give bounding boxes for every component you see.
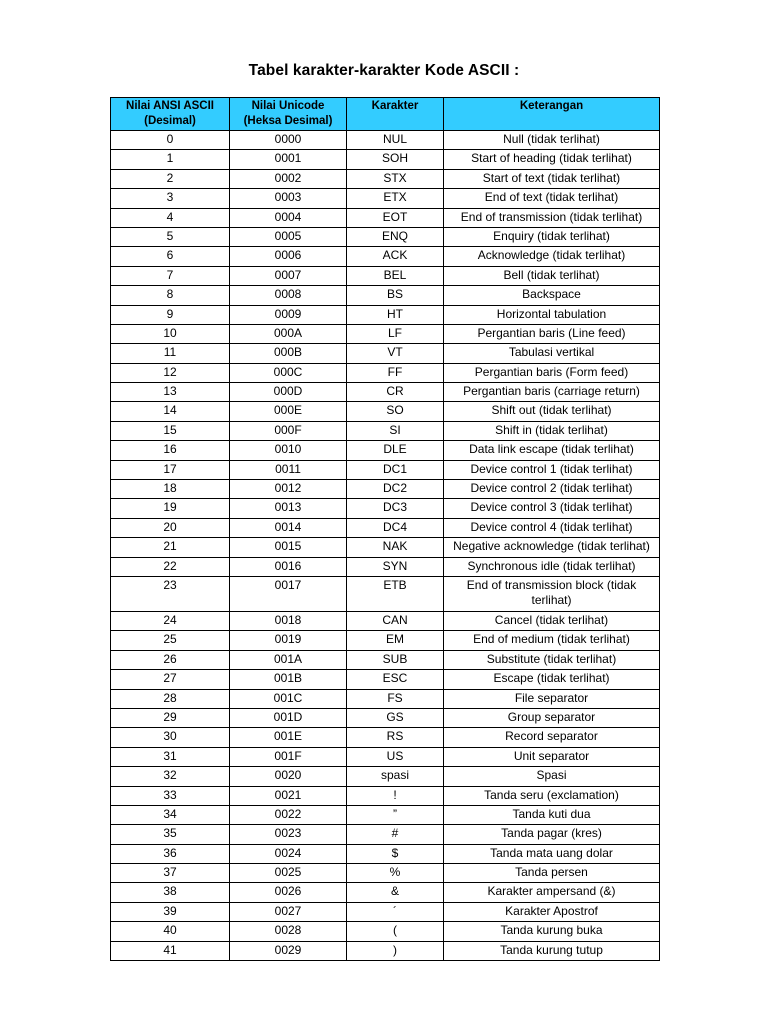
- cell-description: Device control 3 (tidak terlihat): [444, 499, 660, 518]
- cell-decimal: 30: [111, 728, 230, 747]
- table-row: [111, 864, 660, 883]
- cell-decimal: 0: [111, 131, 230, 150]
- cell-decimal: 24: [111, 611, 230, 630]
- cell-unicode: 0008: [230, 286, 347, 305]
- cell-character: SOH: [347, 150, 444, 169]
- cell-decimal: 33: [111, 786, 230, 805]
- cell-decimal: 22: [111, 557, 230, 576]
- cell-description: Backspace: [444, 286, 660, 305]
- cell-character: BS: [347, 286, 444, 305]
- cell-description: Cancel (tidak terlihat): [444, 611, 660, 630]
- cell-unicode: 0017: [230, 576, 347, 611]
- cell-decimal: 9: [111, 305, 230, 324]
- cell-character: DC1: [347, 460, 444, 479]
- cell-unicode: 001C: [230, 689, 347, 708]
- cell-description: Bell (tidak terlihat): [444, 266, 660, 285]
- cell-unicode: 0007: [230, 266, 347, 285]
- table-body: [111, 131, 660, 961]
- cell-character: EOT: [347, 208, 444, 227]
- table-row: [111, 305, 660, 324]
- cell-unicode: 0001: [230, 150, 347, 169]
- table-row: [111, 518, 660, 537]
- cell-decimal: 17: [111, 460, 230, 479]
- cell-description: Start of text (tidak terlihat): [444, 169, 660, 188]
- cell-description: Tanda kurung buka: [444, 922, 660, 941]
- cell-character: ): [347, 941, 444, 960]
- cell-unicode: 0016: [230, 557, 347, 576]
- cell-description: Tanda pagar (kres): [444, 825, 660, 844]
- cell-unicode: 0018: [230, 611, 347, 630]
- cell-character: US: [347, 747, 444, 766]
- cell-decimal: 2: [111, 169, 230, 188]
- cell-character: GS: [347, 708, 444, 727]
- cell-unicode: 0015: [230, 538, 347, 557]
- cell-character: EM: [347, 631, 444, 650]
- cell-character: STX: [347, 169, 444, 188]
- cell-character: CAN: [347, 611, 444, 630]
- cell-unicode: 000B: [230, 344, 347, 363]
- cell-decimal: 41: [111, 941, 230, 960]
- cell-decimal: 26: [111, 650, 230, 669]
- page-title: Tabel karakter-karakter Kode ASCII :: [248, 62, 520, 79]
- table-row: [111, 402, 660, 421]
- cell-decimal: 36: [111, 844, 230, 863]
- cell-decimal: 28: [111, 689, 230, 708]
- cell-decimal: 16: [111, 441, 230, 460]
- cell-decimal: 1: [111, 150, 230, 169]
- cell-description: Tanda mata uang dolar: [444, 844, 660, 863]
- cell-character: LF: [347, 324, 444, 343]
- cell-unicode: 0000: [230, 131, 347, 150]
- cell-unicode: 0019: [230, 631, 347, 650]
- cell-unicode: 000E: [230, 402, 347, 421]
- cell-character: CR: [347, 383, 444, 402]
- cell-unicode: 000D: [230, 383, 347, 402]
- cell-description: Horizontal tabulation: [444, 305, 660, 324]
- cell-unicode: 0029: [230, 941, 347, 960]
- cell-description: Tanda kurung tutup: [444, 941, 660, 960]
- table-row: [111, 825, 660, 844]
- table-row: [111, 576, 660, 611]
- cell-unicode: 0009: [230, 305, 347, 324]
- cell-description: Device control 4 (tidak terlihat): [444, 518, 660, 537]
- cell-unicode: 0022: [230, 805, 347, 824]
- cell-description: Pergantian baris (carriage return): [444, 383, 660, 402]
- table-row: [111, 538, 660, 557]
- table-row: [111, 131, 660, 150]
- cell-unicode: 0011: [230, 460, 347, 479]
- cell-character: ETB: [347, 576, 444, 611]
- cell-decimal: 31: [111, 747, 230, 766]
- cell-character: !: [347, 786, 444, 805]
- cell-unicode: 000F: [230, 421, 347, 440]
- cell-description: Synchronous idle (tidak terlihat): [444, 557, 660, 576]
- cell-description: End of transmission block (tidak terlihat): [444, 576, 660, 611]
- cell-decimal: 12: [111, 363, 230, 382]
- cell-unicode: 0025: [230, 864, 347, 883]
- cell-character: SI: [347, 421, 444, 440]
- cell-decimal: 11: [111, 344, 230, 363]
- table-row: [111, 247, 660, 266]
- cell-unicode: 001F: [230, 747, 347, 766]
- cell-decimal: 5: [111, 227, 230, 246]
- cell-description: Acknowledge (tidak terlihat): [444, 247, 660, 266]
- cell-description: Tabulasi vertikal: [444, 344, 660, 363]
- cell-unicode: 0003: [230, 189, 347, 208]
- cell-character: NUL: [347, 131, 444, 150]
- cell-character: ACK: [347, 247, 444, 266]
- cell-decimal: 32: [111, 767, 230, 786]
- cell-unicode: 0012: [230, 480, 347, 499]
- table-row: [111, 922, 660, 941]
- cell-decimal: 35: [111, 825, 230, 844]
- table-row: [111, 324, 660, 343]
- cell-character: ENQ: [347, 227, 444, 246]
- cell-description: Tanda kuti dua: [444, 805, 660, 824]
- table-row: [111, 786, 660, 805]
- cell-description: Unit separator: [444, 747, 660, 766]
- cell-description: Device control 2 (tidak terlihat): [444, 480, 660, 499]
- cell-decimal: 18: [111, 480, 230, 499]
- table-row: [111, 441, 660, 460]
- cell-unicode: 0020: [230, 767, 347, 786]
- cell-decimal: 3: [111, 189, 230, 208]
- table-row: [111, 611, 660, 630]
- cell-decimal: 19: [111, 499, 230, 518]
- cell-decimal: 37: [111, 864, 230, 883]
- cell-description: Substitute (tidak terlihat): [444, 650, 660, 669]
- cell-description: Shift in (tidak terlihat): [444, 421, 660, 440]
- cell-decimal: 39: [111, 902, 230, 921]
- cell-description: Escape (tidak terlihat): [444, 670, 660, 689]
- table-row: [111, 670, 660, 689]
- cell-character: VT: [347, 344, 444, 363]
- cell-decimal: 8: [111, 286, 230, 305]
- cell-description: Karakter Apostrof: [444, 902, 660, 921]
- table-row: [111, 150, 660, 169]
- cell-character: ETX: [347, 189, 444, 208]
- cell-decimal: 34: [111, 805, 230, 824]
- table-row: [111, 650, 660, 669]
- table-row: [111, 480, 660, 499]
- table-row: [111, 708, 660, 727]
- cell-unicode: 0013: [230, 499, 347, 518]
- header-ansi-decimal: Nilai ANSI ASCII (Desimal): [111, 98, 230, 131]
- cell-decimal: 13: [111, 383, 230, 402]
- table-row: [111, 286, 660, 305]
- table-row: [111, 557, 660, 576]
- cell-decimal: 29: [111, 708, 230, 727]
- cell-unicode: 001E: [230, 728, 347, 747]
- table-row: [111, 208, 660, 227]
- cell-description: Pergantian baris (Line feed): [444, 324, 660, 343]
- cell-character: ESC: [347, 670, 444, 689]
- cell-decimal: 7: [111, 266, 230, 285]
- table-row: [111, 902, 660, 921]
- cell-character: DLE: [347, 441, 444, 460]
- cell-decimal: 21: [111, 538, 230, 557]
- cell-description: Tanda seru (exclamation): [444, 786, 660, 805]
- cell-character: &: [347, 883, 444, 902]
- table-row: [111, 266, 660, 285]
- cell-unicode: 0027: [230, 902, 347, 921]
- cell-decimal: 27: [111, 670, 230, 689]
- cell-character: #: [347, 825, 444, 844]
- cell-character: FF: [347, 363, 444, 382]
- cell-decimal: 15: [111, 421, 230, 440]
- cell-decimal: 40: [111, 922, 230, 941]
- table-row: [111, 844, 660, 863]
- cell-decimal: 23: [111, 576, 230, 611]
- cell-character: RS: [347, 728, 444, 747]
- header-character: Karakter: [347, 98, 444, 131]
- cell-description: File separator: [444, 689, 660, 708]
- cell-character: (: [347, 922, 444, 941]
- cell-description: Enquiry (tidak terlihat): [444, 227, 660, 246]
- cell-character: $: [347, 844, 444, 863]
- cell-unicode: 000A: [230, 324, 347, 343]
- cell-description: Karakter ampersand (&): [444, 883, 660, 902]
- table-row: [111, 767, 660, 786]
- cell-decimal: 6: [111, 247, 230, 266]
- cell-unicode: 0023: [230, 825, 347, 844]
- cell-decimal: 4: [111, 208, 230, 227]
- cell-character: DC3: [347, 499, 444, 518]
- table-row: [111, 883, 660, 902]
- cell-unicode: 000C: [230, 363, 347, 382]
- cell-description: Spasi: [444, 767, 660, 786]
- table-row: [111, 227, 660, 246]
- cell-character: DC4: [347, 518, 444, 537]
- cell-description: Null (tidak terlihat): [444, 131, 660, 150]
- table-row: [111, 728, 660, 747]
- table-row: [111, 169, 660, 188]
- cell-unicode: 001D: [230, 708, 347, 727]
- header-description: Keterangan: [444, 98, 660, 131]
- table-row: [111, 941, 660, 960]
- cell-description: Pergantian baris (Form feed): [444, 363, 660, 382]
- cell-character: HT: [347, 305, 444, 324]
- cell-character: SO: [347, 402, 444, 421]
- table-row: [111, 747, 660, 766]
- cell-unicode: 001A: [230, 650, 347, 669]
- table-row: [111, 460, 660, 479]
- cell-unicode: 001B: [230, 670, 347, 689]
- table-row: [111, 689, 660, 708]
- table-header-row: [111, 98, 660, 131]
- cell-character: %: [347, 864, 444, 883]
- cell-description: Shift out (tidak terlihat): [444, 402, 660, 421]
- cell-unicode: 0028: [230, 922, 347, 941]
- cell-unicode: 0014: [230, 518, 347, 537]
- cell-description: Record separator: [444, 728, 660, 747]
- cell-unicode: 0021: [230, 786, 347, 805]
- table-row: [111, 363, 660, 382]
- cell-decimal: 10: [111, 324, 230, 343]
- cell-character: DC2: [347, 480, 444, 499]
- cell-character: SYN: [347, 557, 444, 576]
- cell-description: Negative acknowledge (tidak terlihat): [444, 538, 660, 557]
- table-row: [111, 499, 660, 518]
- cell-character: SUB: [347, 650, 444, 669]
- table-row: [111, 344, 660, 363]
- cell-description: Group separator: [444, 708, 660, 727]
- cell-unicode: 0010: [230, 441, 347, 460]
- cell-character: ”: [347, 805, 444, 824]
- cell-unicode: 0002: [230, 169, 347, 188]
- cell-description: End of medium (tidak terlihat): [444, 631, 660, 650]
- header-unicode-hex: Nilai Unicode (Heksa Desimal): [230, 98, 347, 131]
- cell-description: Device control 1 (tidak terlihat): [444, 460, 660, 479]
- cell-unicode: 0026: [230, 883, 347, 902]
- cell-character: BEL: [347, 266, 444, 285]
- cell-character: spasi: [347, 767, 444, 786]
- cell-unicode: 0024: [230, 844, 347, 863]
- table-row: [111, 383, 660, 402]
- cell-character: ´: [347, 902, 444, 921]
- cell-decimal: 25: [111, 631, 230, 650]
- table-row: [111, 189, 660, 208]
- table-row: [111, 631, 660, 650]
- cell-character: NAK: [347, 538, 444, 557]
- cell-character: FS: [347, 689, 444, 708]
- cell-description: Data link escape (tidak terlihat): [444, 441, 660, 460]
- cell-unicode: 0006: [230, 247, 347, 266]
- cell-decimal: 20: [111, 518, 230, 537]
- cell-decimal: 14: [111, 402, 230, 421]
- cell-unicode: 0004: [230, 208, 347, 227]
- table-row: [111, 805, 660, 824]
- cell-description: Start of heading (tidak terlihat): [444, 150, 660, 169]
- cell-description: Tanda persen: [444, 864, 660, 883]
- cell-unicode: 0005: [230, 227, 347, 246]
- ascii-table: [110, 97, 660, 961]
- cell-description: End of transmission (tidak terlihat): [444, 208, 660, 227]
- cell-description: End of text (tidak terlihat): [444, 189, 660, 208]
- cell-decimal: 38: [111, 883, 230, 902]
- table-row: [111, 421, 660, 440]
